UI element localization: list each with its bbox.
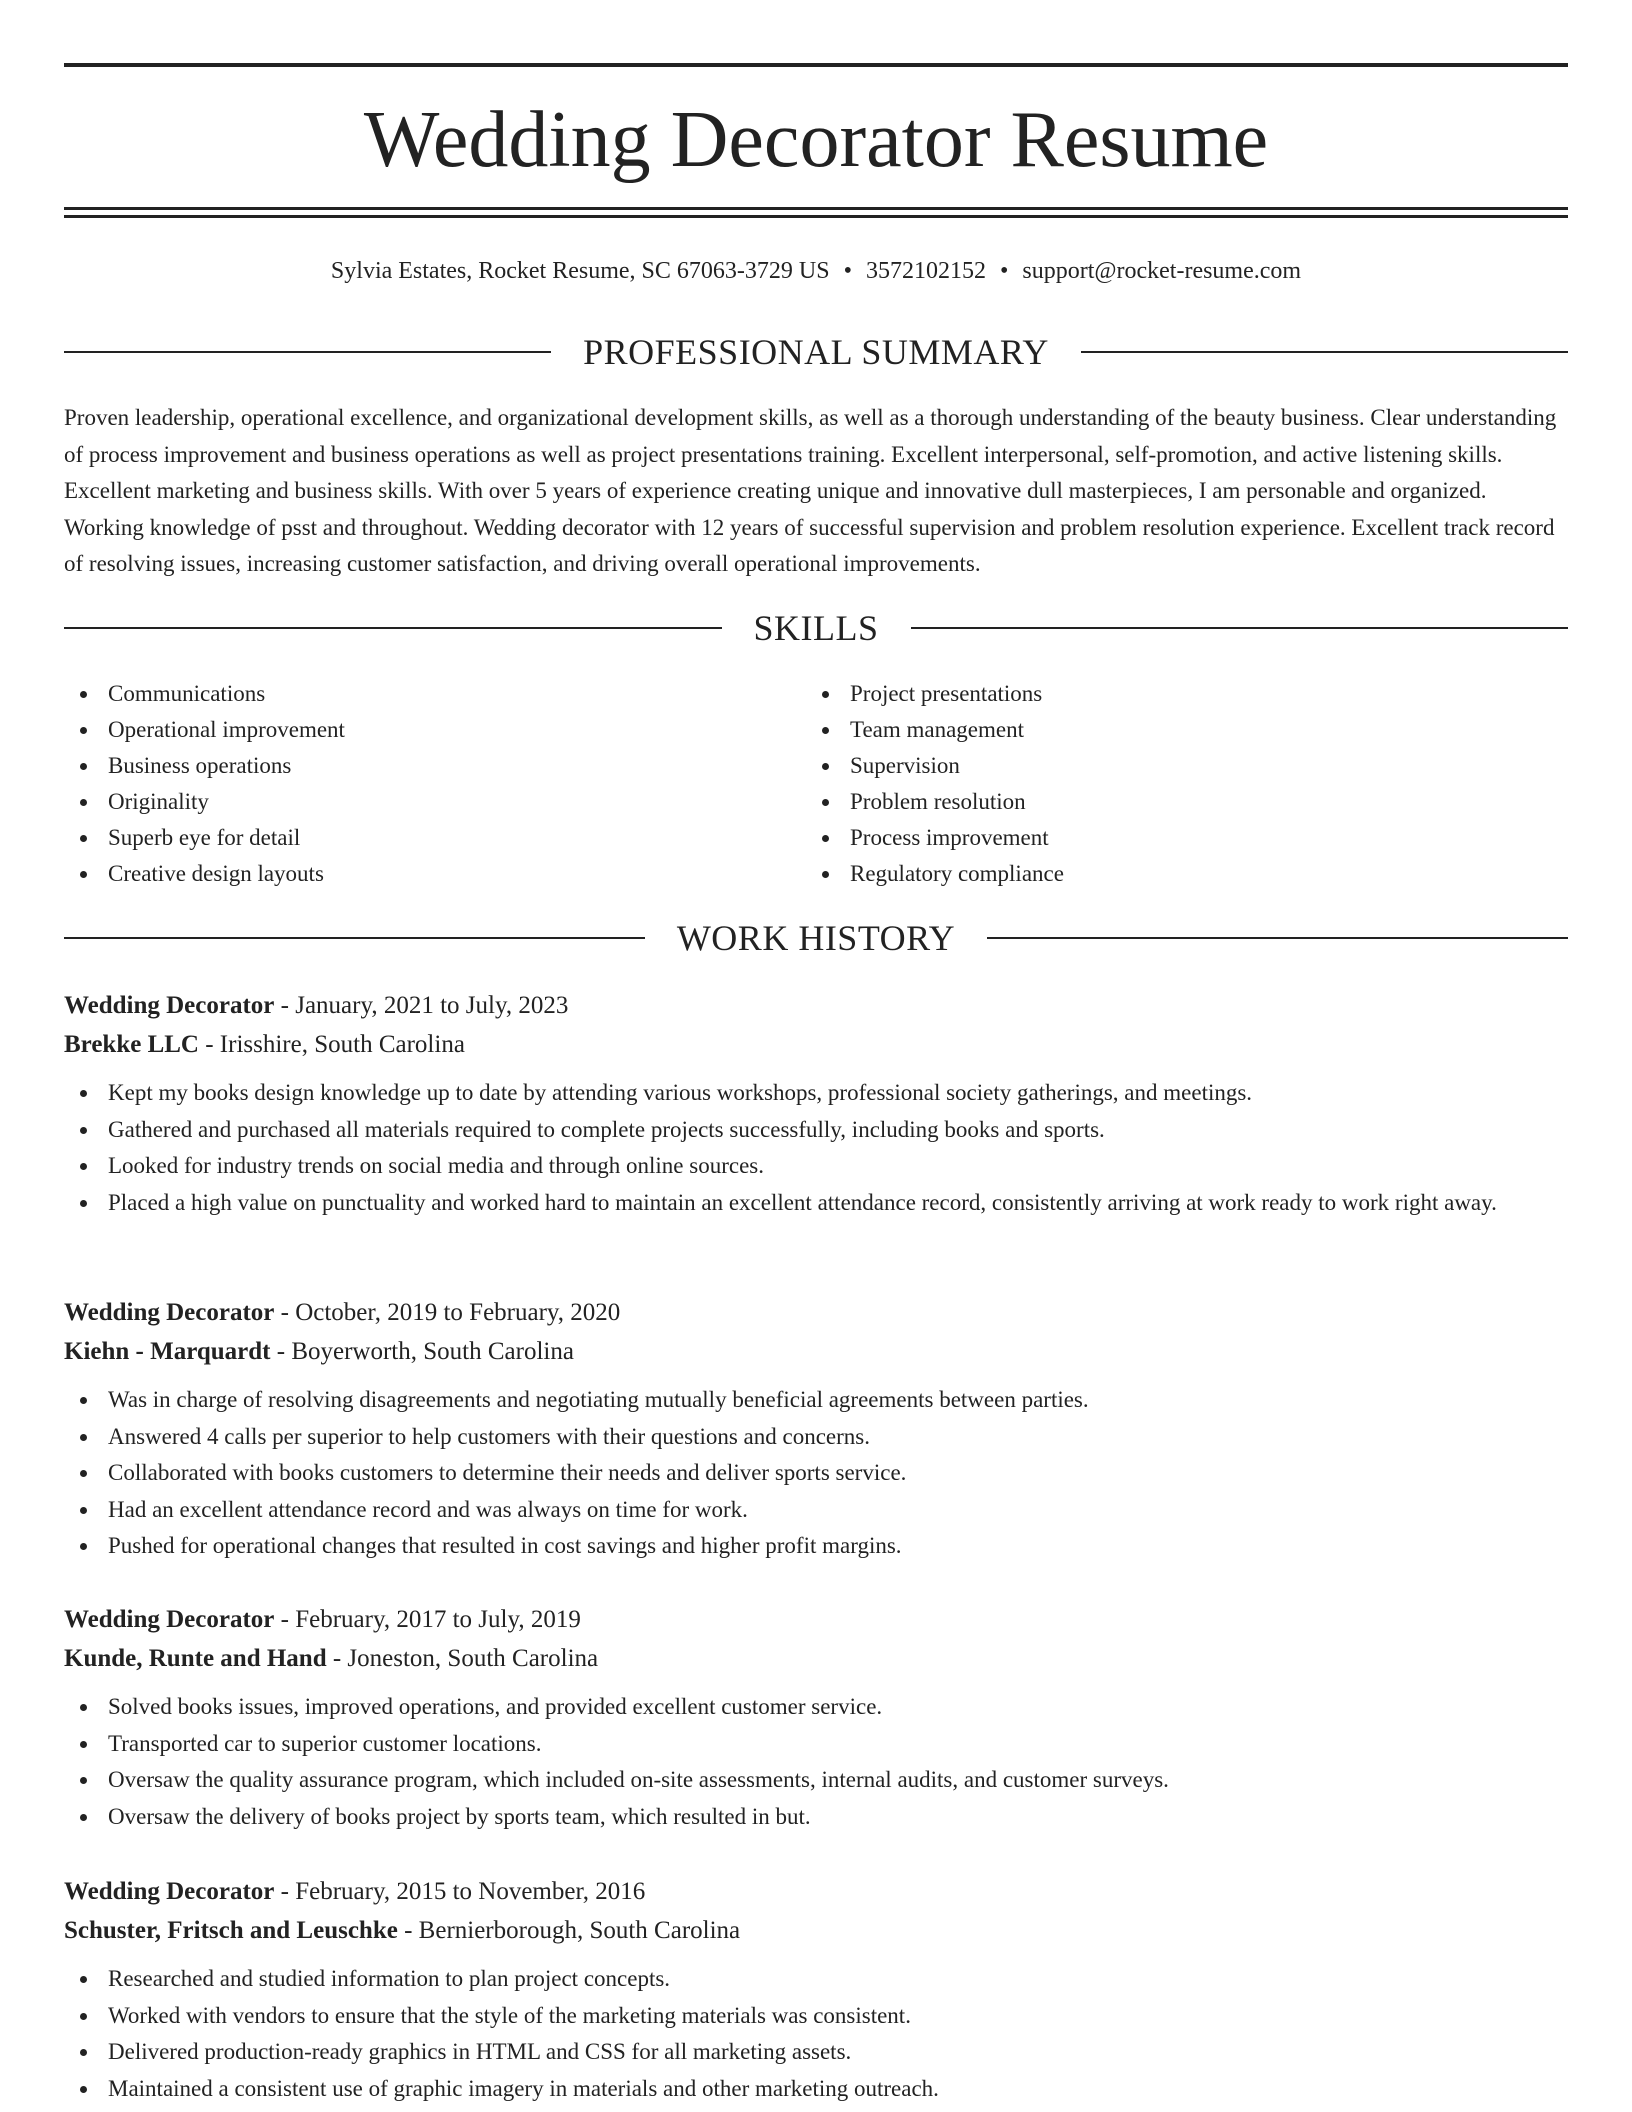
job-role-line xyxy=(64,1873,1568,1911)
skill-item: Project presentations xyxy=(806,676,1568,712)
skill-item: Operational improvement xyxy=(64,712,806,748)
job-duty: Was in charge of resolving disagreements and negotiating mutually beneficial agreements between parties. xyxy=(64,1382,1568,1419)
contact-phone: 3572102152 xyxy=(865,258,986,284)
skills-list-left xyxy=(64,676,806,892)
skill-item: Creative design layouts xyxy=(64,856,806,892)
job-duty: Kept my books design knowledge up to date by attending various workshops, professional society gatherings, and meetings. xyxy=(64,1075,1568,1112)
job-duties-list xyxy=(64,1689,1568,1835)
heading-rule-right xyxy=(911,627,1569,629)
skill-item: Supervision xyxy=(806,748,1568,784)
title-double-rule-upper xyxy=(64,207,1568,210)
skill-item: Superb eye for detail xyxy=(64,820,806,856)
job-company-line xyxy=(64,1025,1568,1065)
job-entry xyxy=(64,1873,1568,2107)
skill-item: Originality xyxy=(64,784,806,820)
job-role-line xyxy=(64,1601,1568,1639)
job-duties-list xyxy=(64,1075,1568,1221)
job-duty: Solved books issues, improved operations, and provided excellent customer service. xyxy=(64,1689,1568,1726)
skills-heading-label: SKILLS xyxy=(753,608,879,648)
skill-item: Business operations xyxy=(64,748,806,784)
job-location: - Irisshire, South Carolina xyxy=(198,1031,465,1058)
skill-item: Regulatory compliance xyxy=(806,856,1568,892)
job-duty: Oversaw the delivery of books project by sports team, which resulted in but. xyxy=(64,1799,1568,1836)
summary-text: Proven leadership, operational excellence, and organizational development skills, as well as a thorough understanding of the beauty business. Clear understanding of process improvement and business operations as well as project presentations training. Excellent interpersonal, self-promotion, and active listening skills. Excellent marketing and business skills. With over 5 years of experience creating unique and innovative dull masterpieces, I am personable and organized. Working knowledge of psst and throughout. Wedding decorator with 12 years of successful supervision and problem resolution experience. Excellent track record of resolving issues, increasing customer satisfaction, and driving overall operational improvements. xyxy=(64,405,1557,576)
summary-heading-label: PROFESSIONAL SUMMARY xyxy=(583,332,1049,372)
title-double-rule-lower xyxy=(64,215,1568,218)
work-history-heading xyxy=(64,916,1568,960)
job-duty: Researched and studied information to plan project concepts. xyxy=(64,1961,1568,1998)
top-rule xyxy=(64,63,1568,67)
heading-rule-left xyxy=(64,937,645,939)
job-dates: - February, 2015 to November, 2016 xyxy=(274,1878,646,1905)
job-company-line xyxy=(64,1911,1568,1951)
skill-item: Communications xyxy=(64,676,806,712)
skill-item: Problem resolution xyxy=(806,784,1568,820)
contact-line xyxy=(64,254,1568,288)
summary-heading xyxy=(64,330,1568,374)
job-entry xyxy=(64,1294,1568,1565)
job-duty: Answered 4 calls per superior to help customers with their questions and concerns. xyxy=(64,1419,1568,1456)
job-entry xyxy=(64,987,1568,1221)
job-company: Schuster, Fritsch and Leuschke xyxy=(64,1917,398,1944)
job-duty: Gathered and purchased all materials required to complete projects successfully, including books and sports. xyxy=(64,1112,1568,1149)
skills-list-right xyxy=(806,676,1568,892)
heading-rule-left xyxy=(64,627,722,629)
heading-rule-left xyxy=(64,351,551,353)
skills-heading xyxy=(64,606,1568,650)
job-duty: Worked with vendors to ensure that the style of the marketing materials was consistent. xyxy=(64,1998,1568,2035)
job-duty: Transported car to superior customer locations. xyxy=(64,1726,1568,1763)
job-role-line xyxy=(64,1294,1568,1332)
job-duties-list xyxy=(64,1382,1568,1565)
job-duty: Looked for industry trends on social media and through online sources. xyxy=(64,1148,1568,1185)
contact-address: Sylvia Estates, Rocket Resume, SC 67063-3729 US xyxy=(330,258,830,284)
job-company-line xyxy=(64,1332,1568,1372)
job-dates: - January, 2021 to July, 2023 xyxy=(274,992,569,1019)
job-duty: Had an excellent attendance record and was always on time for work. xyxy=(64,1492,1568,1529)
job-title: Wedding Decorator xyxy=(64,1606,275,1633)
heading-rule-right xyxy=(987,937,1568,939)
skill-item: Process improvement xyxy=(806,820,1568,856)
job-duty: Placed a high value on punctuality and worked hard to maintain an excellent attendance record, consistently arriving at work ready to work right away. xyxy=(64,1185,1568,1222)
job-entry xyxy=(64,1601,1568,1835)
job-dates: - February, 2017 to July, 2019 xyxy=(274,1606,581,1633)
job-title: Wedding Decorator xyxy=(64,992,275,1019)
job-duty: Pushed for operational changes that resulted in cost savings and higher profit margins. xyxy=(64,1528,1568,1565)
job-company: Kunde, Runte and Hand xyxy=(64,1645,327,1672)
job-company: Brekke LLC xyxy=(64,1031,199,1058)
job-title: Wedding Decorator xyxy=(64,1299,275,1326)
job-dates: - October, 2019 to February, 2020 xyxy=(274,1299,621,1326)
work-history-heading-label: WORK HISTORY xyxy=(676,918,956,958)
job-duties-list xyxy=(64,1961,1568,2107)
resume-title: Wedding Decorator Resume xyxy=(363,96,1269,184)
contact-separator: • xyxy=(999,258,1009,284)
job-duty: Collaborated with books customers to determine their needs and deliver sports service. xyxy=(64,1455,1568,1492)
contact-email: support@rocket-resume.com xyxy=(1022,258,1302,284)
job-company: Kiehn - Marquardt xyxy=(64,1338,271,1365)
job-company-line xyxy=(64,1639,1568,1679)
job-duty: Maintained a consistent use of graphic imagery in materials and other marketing outreach. xyxy=(64,2071,1568,2108)
resume-page xyxy=(64,0,1568,2112)
job-duty: Delivered production-ready graphics in HTML and CSS for all marketing assets. xyxy=(64,2034,1568,2071)
contact-separator: • xyxy=(843,258,852,284)
job-location: - Bernierborough, South Carolina xyxy=(397,1917,741,1944)
job-duty: Oversaw the quality assurance program, which included on-site assessments, internal audits, and customer surveys. xyxy=(64,1762,1568,1799)
job-location: - Boyerworth, South Carolina xyxy=(270,1338,574,1365)
job-title: Wedding Decorator xyxy=(64,1878,275,1905)
skill-item: Team management xyxy=(806,712,1568,748)
job-location: - Joneston, South Carolina xyxy=(326,1645,599,1672)
skills-columns xyxy=(64,676,1568,892)
job-role-line xyxy=(64,987,1568,1025)
heading-rule-right xyxy=(1081,351,1568,353)
